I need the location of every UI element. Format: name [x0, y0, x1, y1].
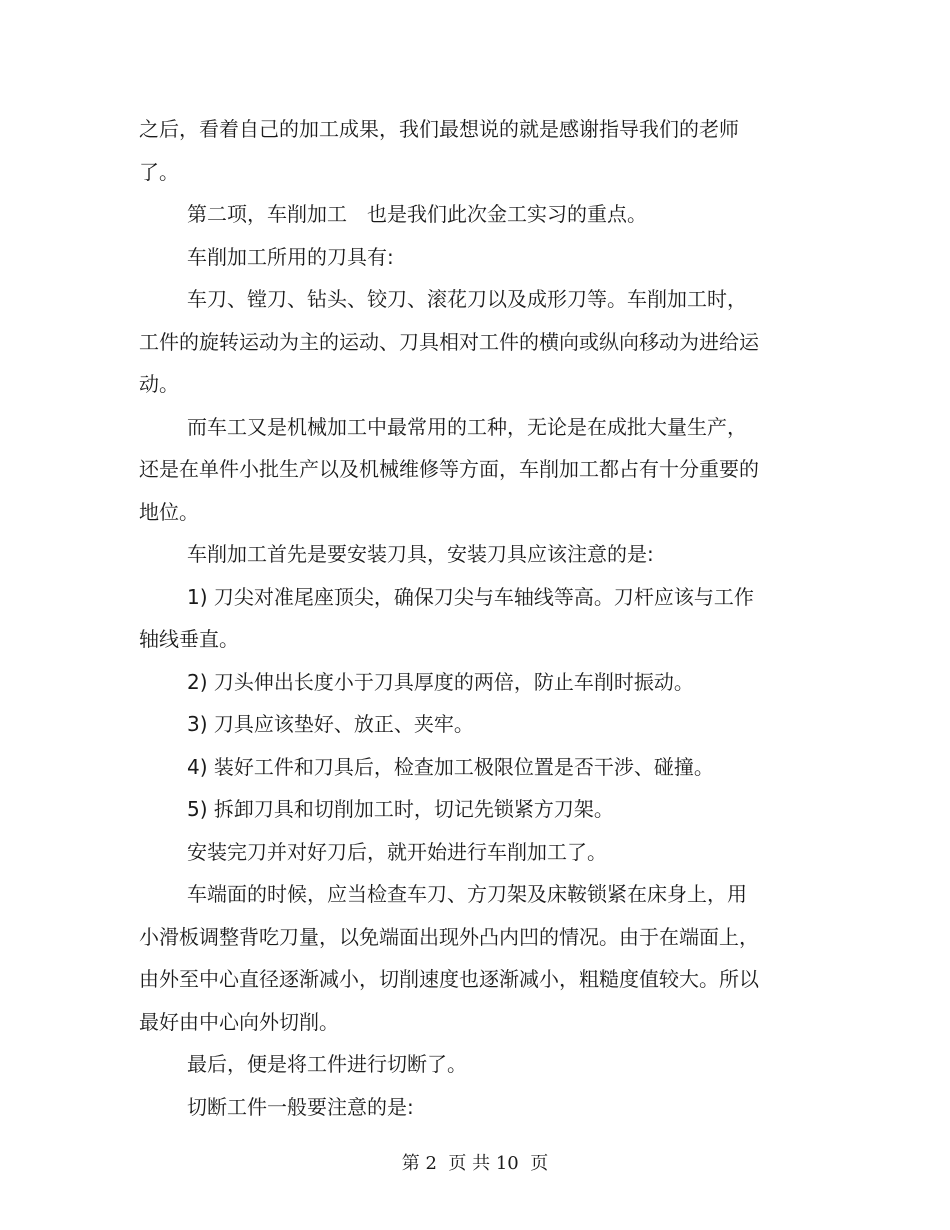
paragraph-section-two-heading: 第二项，车削加工 也是我们此次金工实习的重点。	[187, 202, 647, 226]
list-item-5: 5) 拆卸刀具和切削加工时，切记先锁紧方刀架。	[187, 797, 614, 821]
paragraph-start-turning: 安装完刀并对好刀后，就开始进行车削加工了。	[187, 839, 607, 864]
list-item-3: 3) 刀具应该垫好、放正、夹牢。	[187, 712, 474, 736]
paragraph-continuation: 之后，看着自己的加工成果，我们最想说的就是感谢指导我们的老师了。	[139, 117, 739, 184]
page-number: 第 2 页 共 10 页	[401, 1153, 549, 1174]
list-item-4: 4) 装好工件和刀具后，检查加工极限位置是否干涉、碰撞。	[187, 754, 714, 779]
list-item-2: 2) 刀头伸出长度小于刀具厚度的两倍，防止车削时振动。	[187, 669, 694, 694]
body-text	[139, 108, 764, 1128]
paragraph-parting: 最后，便是将工件进行切断了。	[187, 1052, 467, 1076]
paragraph-lathe-importance: 而车工又是机械加工中最常用的工种，无论是在成批大量生产，还是在单件小批生产以及机械维修等方面，车削加工都占有十分重要的地位。	[139, 414, 759, 524]
paragraph-parting-notes: 切断工件一般要注意的是:	[187, 1094, 414, 1119]
paragraph-tools-list: 车刀、镗刀、钻头、铰刀、滚花刀以及成形刀等。车削加工时，工件的旋转运动为主的运动、刀具相对工件的横向或纵向移动为进给运动。	[139, 287, 759, 396]
paragraph-tools-intro: 车削加工所用的刀具有:	[187, 244, 394, 269]
list-item-1: 1) 刀尖对准尾座顶尖，确保刀尖与车轴线等高。刀杆应该与工作轴线垂直。	[139, 584, 754, 651]
paragraph-install-intro: 车削加工首先是要安装刀具，安装刀具应该注意的是:	[187, 542, 654, 566]
paragraph-facing: 车端面的时候，应当检查车刀、方刀架及床鞍锁紧在床身上，用小滑板调整背吃刀量，以免端面出现外凸内凹的情况。由于在端面上，由外至中心直径逐渐减小，切削速度也逐渐减小，粗糙度值较大。所以最好由中心向外切削。	[139, 882, 759, 1034]
